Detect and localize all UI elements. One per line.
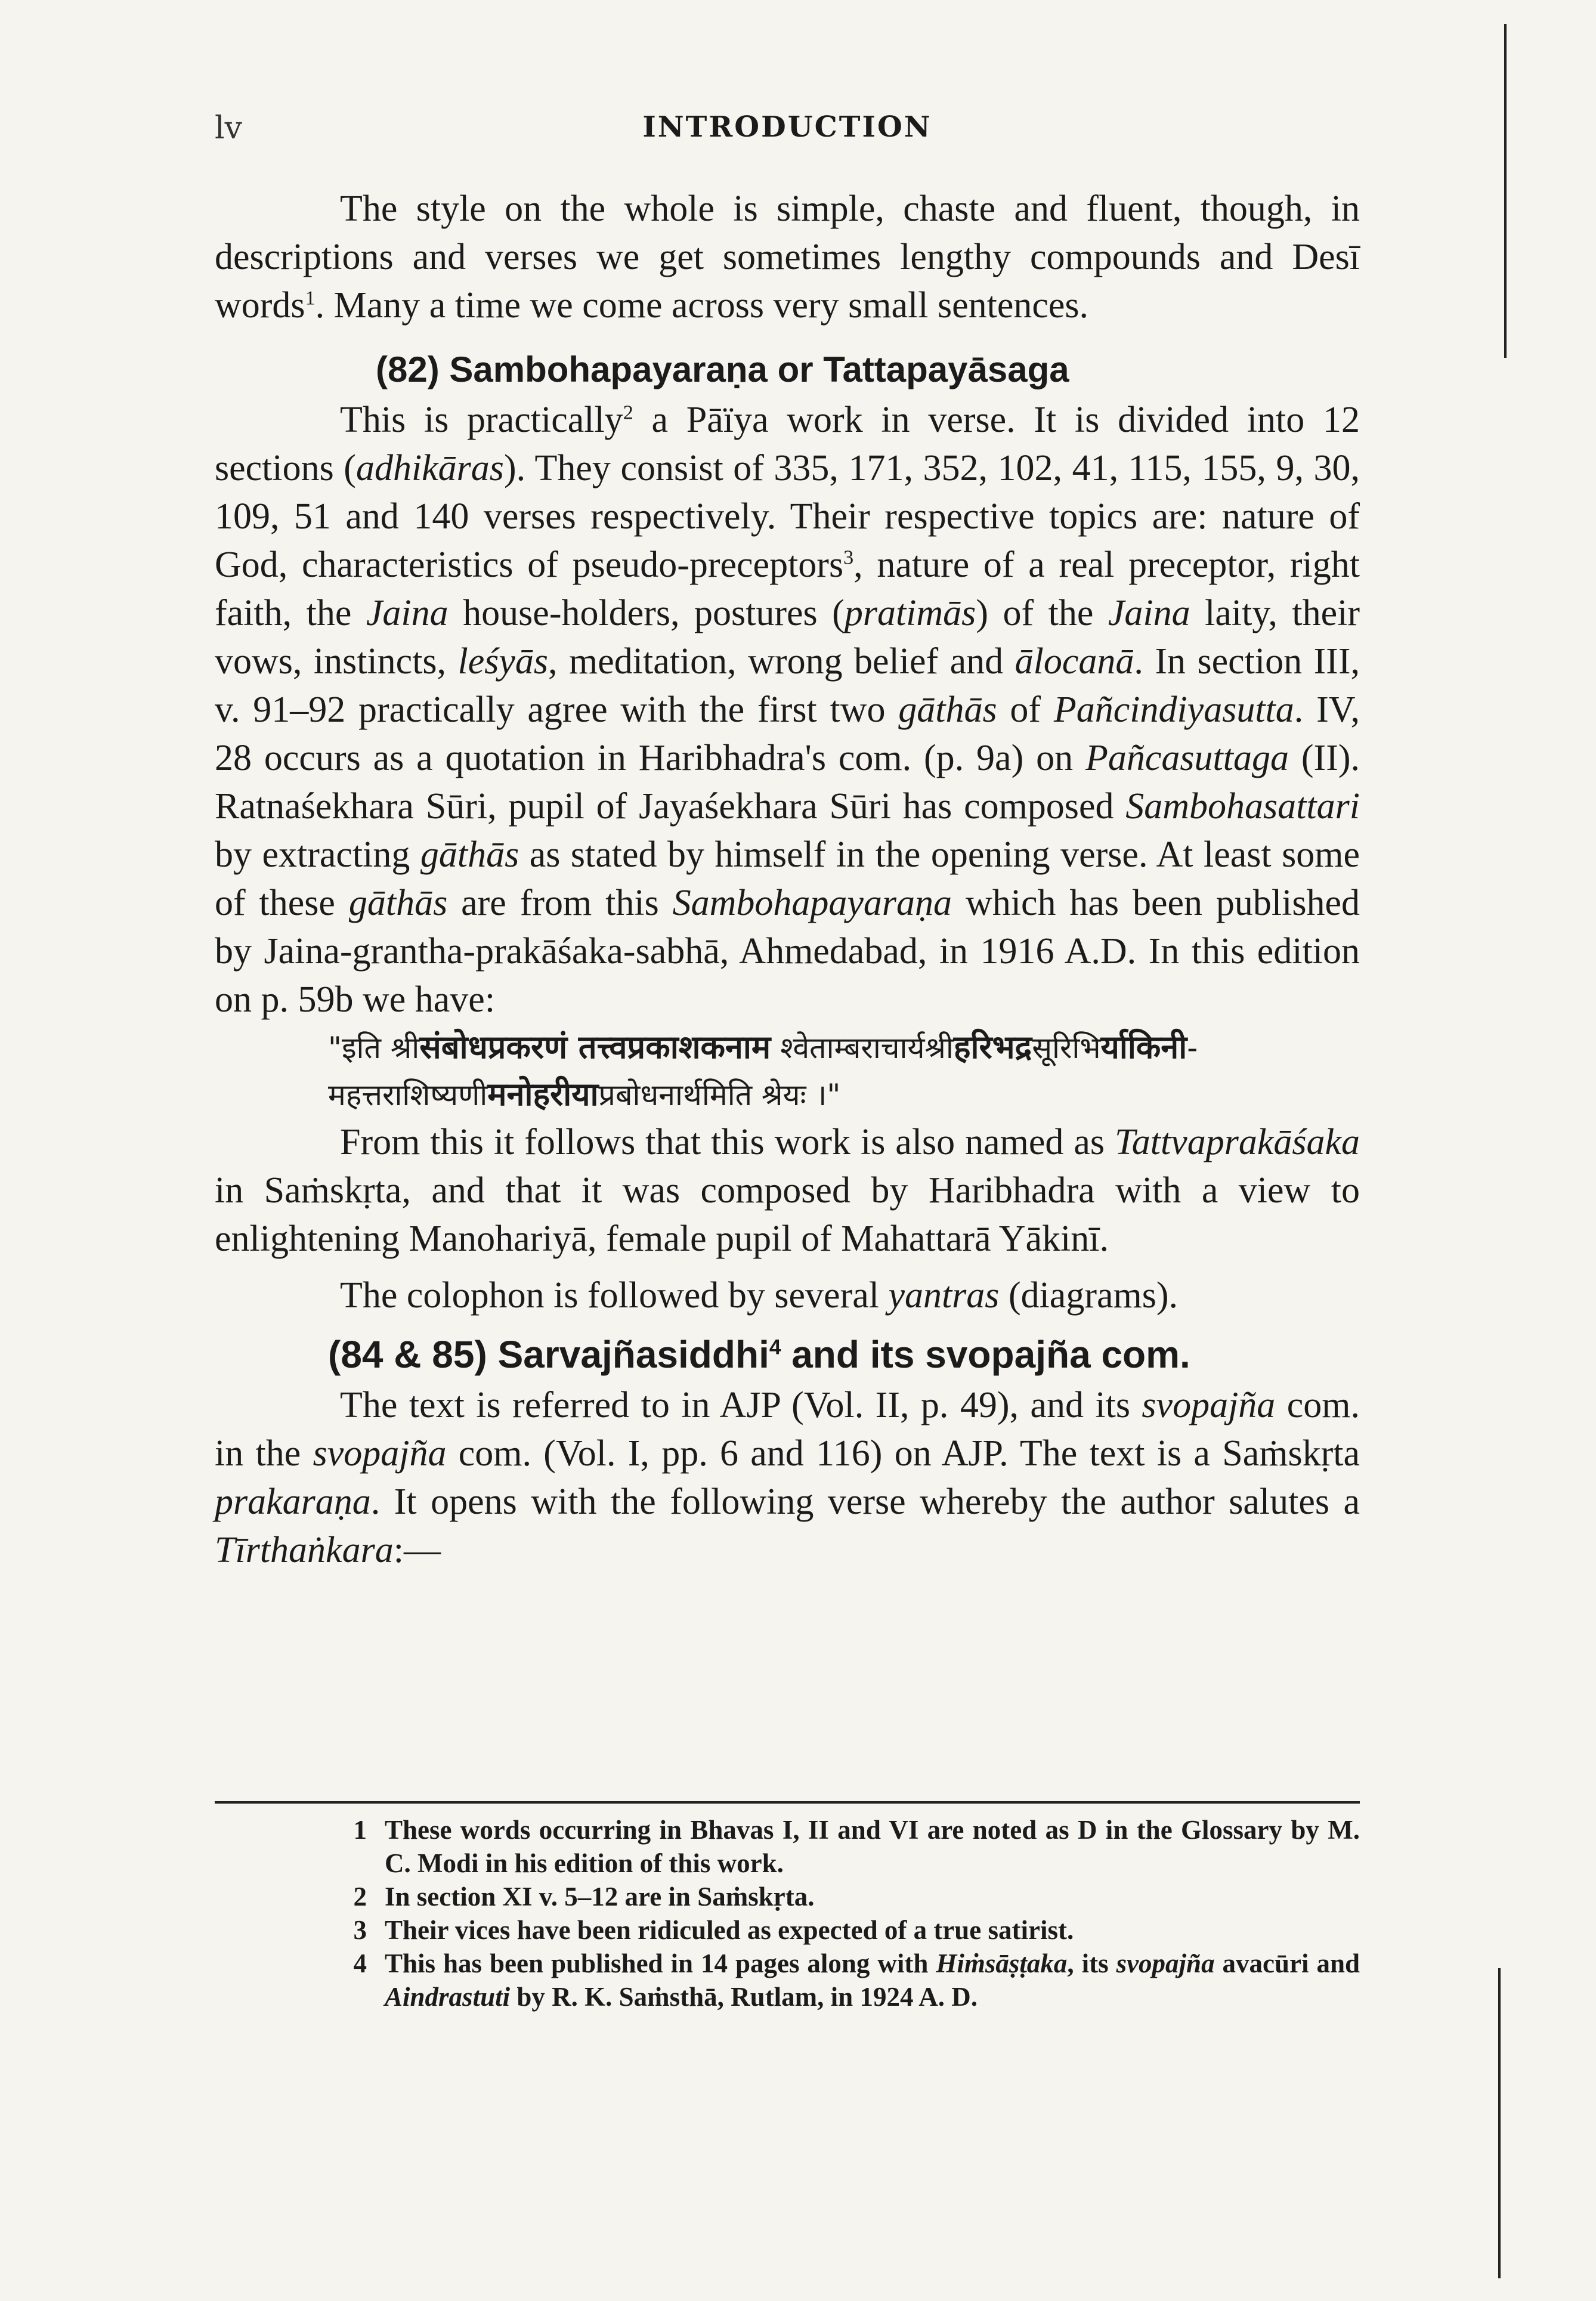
section-heading-82: (82) Sambohapayaraṇa or Tattapayāsaga: [376, 350, 1069, 389]
footnote-2: 2 In section XI v. 5–12 are in Saṁskṛta.: [353, 1882, 815, 1912]
footnotes: [215, 1813, 1360, 2014]
paragraph-tattvaprakasaka: From this it follows that this work is also named as Tattvaprakāśaka in Saṁskṛta, and that it was composed by Haribhadra with a view to enlightening Manohariyā, female pupil of Mahattarā Yākinī.: [215, 1122, 1360, 1259]
footnote-4: 4 This has been published in 14 pages along with Hiṁsāṣṭaka, its svopajña avacūri and Aindrastuti by R. K. Saṁsthā, Rutlam, in 1924 A. D.: [353, 1949, 1360, 2012]
paragraph-sambohapayarana: This is practically$^2$ a Pāïya work in verse. It is divided into 12 sections (adhikāras). They consist of 335, 171, 352, 102, 41, 115, 155, 9, 30, 109, 51 and 140 verses respectively. Their respective topics are: nature of God, characteristics of pseudo-preceptors$^3$, nature of a real preceptor, right faith, the Jaina house-holders, postures (pratimās) of the Jaina laity, their vows, instincts, leśyās, meditation, wrong belief and ālocanā. In section III, v. 91–92 practically agree with the first two gāthās of Pañcindiyasutta. IV, 28 occurs as a quotation in Haribhadra's com. (p. 9a) on Pañcasuttaga (II). Ratnaśekhara Sūri, pupil of Jayaśekhara Sūri has composed Sambohasattari by extracting gāthās as stated by himself in the opening verse. At least some of these gāthās are from this Sambohapayaraṇa which has been published by Jaina-grantha-prakāśaka-sabhā, Ahmedabad, in 1916 A.D. In this edition on p. 59b we have:: [215, 400, 1360, 1020]
footnote-ref-1[interactable]: 1: [305, 287, 316, 310]
main-text: [215, 185, 1360, 1575]
scan-edge-line-bottom: [1498, 1968, 1501, 2278]
footnote-1: 1 These words occurring in Bhavas I, II and VI are noted as D in the Glossary by M. C. Modi in his edition of this work.: [353, 1815, 1360, 1878]
footnote-ref-3[interactable]: 3: [843, 546, 854, 569]
page-header: [215, 110, 1360, 152]
sanskrit-quotation: "इति श्रीसंबोधप्रकरणं तत्त्वप्रकाशकनाम श्वेताम्बराचार्यश्रीहरिभद्रसूरिभिर्याकिनी- महत्तराशिष्यणीमनोहरीयाप्रबोधनार्थमिति श्रेयः ।": [328, 1028, 1198, 1113]
section-heading-84-85: (84 & 85) Sarvajñasiddhi$^4$ and its svopajña com.: [328, 1333, 1190, 1376]
footnote-ref-2[interactable]: 2: [623, 401, 633, 424]
paragraph-sarvajnasiddhi: The text is referred to in AJP (Vol. II, p. 49), and its svopajña com. in the svopajña com. (Vol. I, pp. 6 and 116) on AJP. The text is a Saṁskṛta prakaraṇa. It opens with the following verse whereby the author salutes a Tīrthaṅkara:—: [215, 1385, 1360, 1570]
footnote-divider: [215, 1801, 1360, 1804]
footnote-3: 3 Their vices have been ridiculed as expected of a true satirist.: [353, 1915, 1074, 1945]
scan-edge-line-top: [1504, 24, 1507, 358]
running-head: INTRODUCTION: [642, 110, 932, 144]
paragraph-style: The style on the whole is simple, chaste and fluent, though, in descriptions and verses we get sometimes lengthy compounds and Desī words$^1$. Many a time we come across very small sentences.: [215, 188, 1360, 326]
footnote-ref-4[interactable]: 4: [769, 1335, 781, 1359]
paragraph-colophon: The colophon is followed by several yantras (diagrams).: [340, 1275, 1178, 1316]
page-number: lv: [215, 110, 243, 146]
